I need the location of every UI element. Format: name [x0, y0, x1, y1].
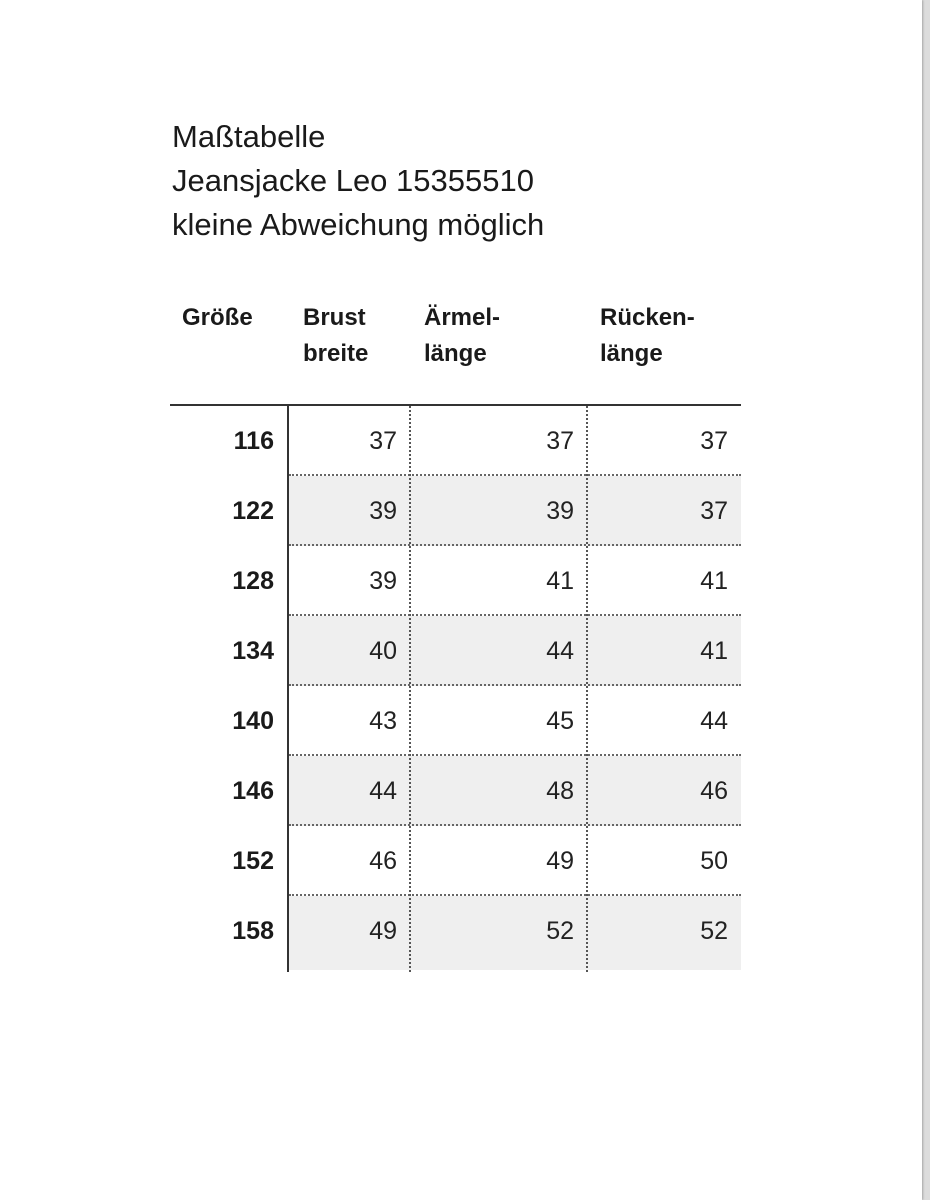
table-row [170, 896, 741, 970]
aermellaenge-cell: 45 [546, 707, 574, 735]
document-heading [172, 115, 544, 247]
table-row [170, 406, 741, 476]
column-divider-dotted [409, 406, 411, 972]
aermellaenge-cell: 41 [546, 567, 574, 595]
size-cell: 158 [232, 917, 274, 945]
size-cell: 128 [232, 567, 274, 595]
column-header-line: Brust [303, 304, 366, 331]
aermellaenge-cell: 37 [546, 427, 574, 455]
aermellaenge-cell: 48 [546, 777, 574, 805]
heading-title: Maßtabelle [172, 119, 326, 154]
heading-note: kleine Abweichung möglich [172, 207, 545, 242]
size-cell: 146 [232, 777, 274, 805]
column-divider-solid [287, 406, 289, 972]
brustbreite-cell: 43 [369, 707, 397, 735]
rueckenlaenge-cell: 41 [700, 567, 728, 595]
rueckenlaenge-cell: 37 [700, 497, 728, 525]
column-divider-dotted [586, 406, 588, 972]
brustbreite-cell: 39 [369, 497, 397, 525]
brustbreite-cell: 49 [369, 917, 397, 945]
size-cell: 134 [232, 637, 274, 665]
size-cell: 116 [233, 427, 274, 455]
column-header-line: Rücken- [600, 304, 695, 331]
aermellaenge-cell: 52 [546, 917, 574, 945]
column-header-line: länge [424, 340, 487, 367]
column-header-line: Ärmel- [424, 304, 501, 331]
brustbreite-cell: 44 [369, 777, 397, 805]
table-row [170, 826, 741, 896]
size-cell: 152 [232, 847, 274, 875]
aermellaenge-cell: 44 [546, 637, 574, 665]
brustbreite-cell: 37 [369, 427, 397, 455]
size-cell: 122 [232, 497, 274, 525]
column-header-line: Größe [182, 304, 253, 331]
rueckenlaenge-cell: 50 [700, 847, 728, 875]
rueckenlaenge-cell: 52 [700, 917, 728, 945]
aermellaenge-cell: 39 [546, 497, 574, 525]
table-row [170, 616, 741, 686]
brustbreite-cell: 40 [369, 637, 397, 665]
rueckenlaenge-cell: 46 [700, 777, 728, 805]
rueckenlaenge-cell: 44 [700, 707, 728, 735]
table-row [170, 476, 741, 546]
column-header-line: länge [600, 340, 663, 367]
brustbreite-cell: 39 [369, 567, 397, 595]
aermellaenge-cell: 49 [546, 847, 574, 875]
table-row [170, 756, 741, 826]
size-cell: 140 [232, 707, 274, 735]
brustbreite-cell: 46 [369, 847, 397, 875]
rueckenlaenge-cell: 41 [700, 637, 728, 665]
table-row [170, 686, 741, 756]
rueckenlaenge-cell: 37 [700, 427, 728, 455]
column-header-line: breite [303, 340, 369, 367]
table-row [170, 546, 741, 616]
column-header-rueckenlaenge [600, 300, 695, 372]
heading-product: Jeansjacke Leo 15355510 [172, 163, 534, 198]
column-header-aermellaenge [424, 300, 500, 372]
column-header-groesse [182, 300, 253, 336]
column-header-brustbreite [303, 300, 368, 372]
